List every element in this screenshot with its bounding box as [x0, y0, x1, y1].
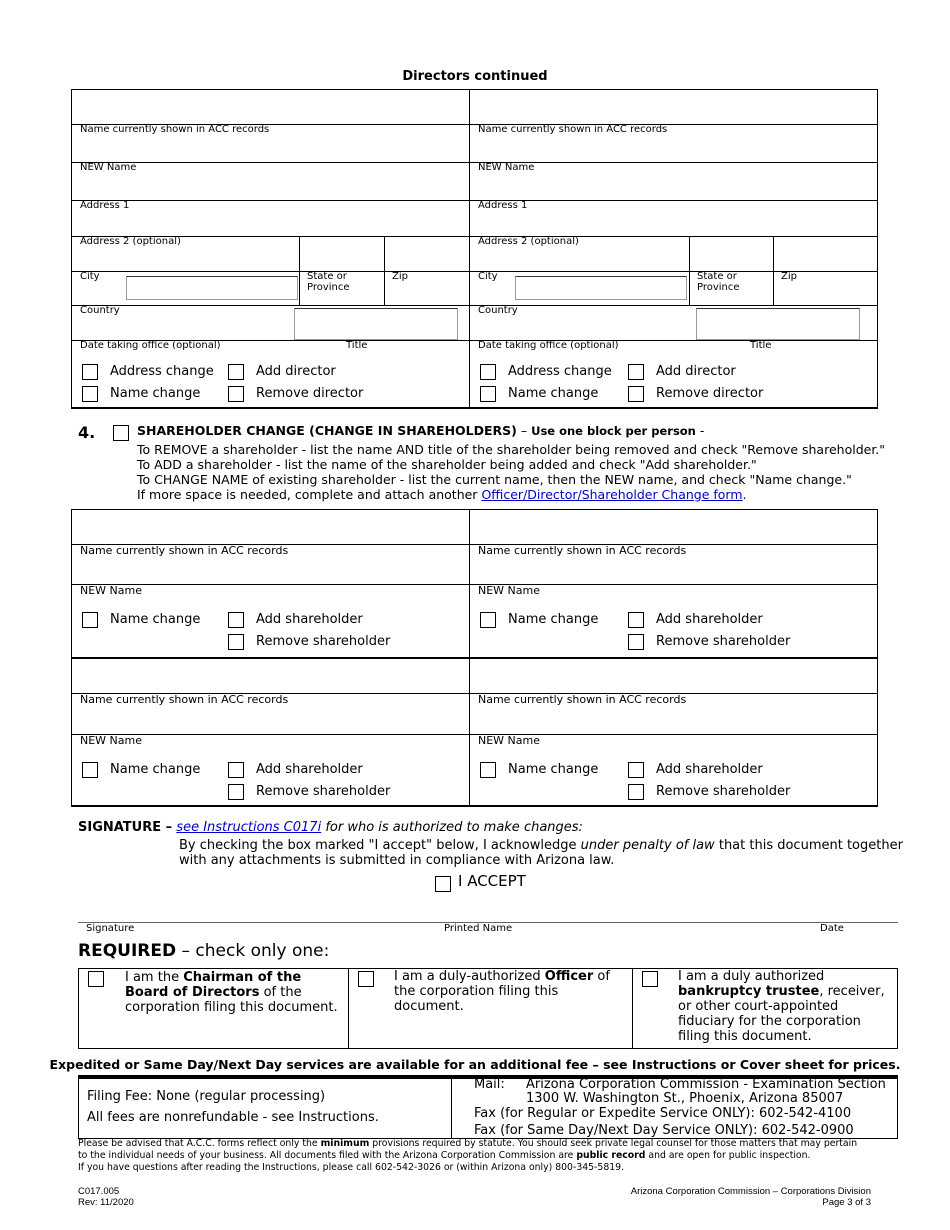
label-zip: Zip — [392, 271, 408, 282]
remove-shareholder-checkbox[interactable] — [628, 634, 644, 650]
instructions-link[interactable]: see Instructions C017i — [176, 820, 322, 835]
shareholder-instructions: To REMOVE a shareholder - list the name AND title of the shareholder being removed and check "Remove shareholder." To ADD a shareholder - list the name of the shareholder being added and check "Add shareholder." To CHANGE NAME of existing shareholder - list the current name, then the NEW name, and check "Name change." If more space is needed, complete and attach another Officer/Director/Shareholder Change form. — [137, 442, 886, 502]
remove-director-label: Remove director — [656, 386, 764, 401]
section-number: 4. — [78, 423, 96, 442]
name-change-label: Name change — [110, 612, 201, 627]
add-shareholder-label: Add shareholder — [256, 762, 363, 777]
officer-option-text: I am a duly-authorized Officer of the corporation filing this document. — [394, 969, 610, 1014]
nonrefundable-note: All fees are nonrefundable - see Instructions. — [87, 1110, 379, 1125]
label-name-current: Name currently shown in ACC records — [80, 124, 270, 135]
label-country: Country — [478, 305, 518, 316]
fax-regular: Fax (for Regular or Expedite Service ONLY): 602-542-4100 — [474, 1106, 852, 1121]
city-field-left[interactable] — [126, 276, 298, 300]
remove-shareholder-checkbox[interactable] — [628, 784, 644, 800]
label-name-current: Name currently shown in ACC records — [478, 124, 668, 135]
officer-checkbox[interactable] — [358, 971, 374, 987]
add-shareholder-label: Add shareholder — [656, 762, 763, 777]
label-state: State or Province — [697, 271, 740, 293]
add-director-label: Add director — [656, 364, 736, 379]
fax-same-day: Fax (for Same Day/Next Day Service ONLY): 602-542-0900 — [474, 1123, 854, 1138]
remove-director-checkbox[interactable] — [628, 386, 644, 402]
name-change-checkbox[interactable] — [480, 386, 496, 402]
chairman-checkbox[interactable] — [88, 971, 104, 987]
i-accept-label: I ACCEPT — [458, 872, 526, 890]
expedited-notice: Expedited or Same Day/Next Day services are available for an additional fee – see Instructions or Cover sheet for prices. — [49, 1057, 901, 1072]
name-change-label: Name change — [508, 762, 599, 777]
add-director-checkbox[interactable] — [628, 364, 644, 380]
address-change-label: Address change — [110, 364, 214, 379]
add-director-label: Add director — [256, 364, 336, 379]
label-new-name: NEW Name — [478, 734, 541, 747]
remove-shareholder-label: Remove shareholder — [656, 634, 791, 649]
form-number: C017.005 Rev: 11/2020 — [78, 1186, 134, 1208]
required-heading: REQUIRED – check only one: — [78, 941, 330, 961]
signature-acknowledgement: By checking the box marked "I accept" below, I acknowledge under penalty of law that this document together with any attachments is submitted in compliance with Arizona law. — [179, 838, 903, 868]
footer-agency: Arizona Corporation Commission – Corporations Division Page 3 of 3 — [630, 1186, 871, 1208]
label-title: Title — [750, 340, 772, 351]
label-name-current: Name currently shown in ACC records — [478, 693, 687, 706]
add-shareholder-checkbox[interactable] — [228, 762, 244, 778]
city-field-right[interactable] — [515, 276, 687, 300]
address-change-checkbox[interactable] — [480, 364, 496, 380]
remove-shareholder-checkbox[interactable] — [228, 634, 244, 650]
printed-name-label: Printed Name — [444, 923, 513, 934]
label-address2: Address 2 (optional) — [80, 236, 181, 247]
label-new-name: NEW Name — [80, 734, 143, 747]
address-change-label: Address change — [508, 364, 612, 379]
label-zip: Zip — [781, 271, 797, 282]
label-new-name: NEW Name — [80, 584, 143, 597]
change-form-link[interactable]: Officer/Director/Shareholder Change form — [481, 487, 743, 502]
mail-label: Mail: — [474, 1077, 505, 1092]
country-field-left[interactable] — [294, 308, 458, 340]
label-address2: Address 2 (optional) — [478, 236, 579, 247]
signature-heading: SIGNATURE – see Instructions C017i for who is authorized to make changes: — [78, 820, 583, 835]
bankruptcy-trustee-checkbox[interactable] — [642, 971, 658, 987]
label-address1: Address 1 — [478, 200, 528, 211]
label-title: Title — [346, 340, 368, 351]
filing-fee: Filing Fee: None (regular processing) — [87, 1089, 326, 1104]
remove-shareholder-label: Remove shareholder — [656, 784, 791, 799]
i-accept-checkbox[interactable] — [435, 876, 451, 892]
name-change-label: Name change — [508, 386, 599, 401]
name-change-label: Name change — [110, 762, 201, 777]
name-change-checkbox[interactable] — [480, 612, 496, 628]
label-address1: Address 1 — [80, 200, 130, 211]
add-shareholder-label: Add shareholder — [656, 612, 763, 627]
address-change-checkbox[interactable] — [82, 364, 98, 380]
label-city: City — [478, 271, 498, 282]
label-date-office: Date taking office (optional) — [80, 340, 221, 351]
mail-line-2: 1300 W. Washington St., Phoenix, Arizona 85007 — [526, 1091, 844, 1106]
name-change-checkbox[interactable] — [480, 762, 496, 778]
name-change-checkbox[interactable] — [82, 762, 98, 778]
remove-shareholder-label: Remove shareholder — [256, 634, 391, 649]
add-shareholder-label: Add shareholder — [256, 612, 363, 627]
add-shareholder-checkbox[interactable] — [628, 762, 644, 778]
name-change-label: Name change — [110, 386, 201, 401]
remove-shareholder-checkbox[interactable] — [228, 784, 244, 800]
remove-director-checkbox[interactable] — [228, 386, 244, 402]
date-label: Date — [820, 923, 844, 934]
label-name-current: Name currently shown in ACC records — [80, 544, 289, 557]
add-shareholder-checkbox[interactable] — [628, 612, 644, 628]
legal-notice: Please be advised that A.C.C. forms reflect only the minimum provisions required by statute. You should seek private legal counsel for those matters that may pertain to the individual needs of your business. All documents filed with the Arizona Corporation Commission are public record and are open for public inspection. If you have questions after reading the Instructions, please call 602-542-3026 or (within Arizona only) 800-345-5819. — [78, 1138, 858, 1173]
label-city: City — [80, 271, 100, 282]
remove-director-label: Remove director — [256, 386, 364, 401]
signature-label: Signature — [86, 923, 135, 934]
remove-shareholder-label: Remove shareholder — [256, 784, 391, 799]
trustee-option-text: I am a duly authorized bankruptcy trustee, receiver, or other court-appointed fiduciary for the corporation filing this document. — [678, 969, 885, 1044]
name-change-checkbox[interactable] — [82, 386, 98, 402]
directors-heading: Directors continued — [402, 69, 548, 84]
shareholder-section-title: SHAREHOLDER CHANGE (CHANGE IN SHAREHOLDERS) – Use one block per person - — [137, 423, 705, 438]
name-change-checkbox[interactable] — [82, 612, 98, 628]
label-date-office: Date taking office (optional) — [478, 340, 619, 351]
add-director-checkbox[interactable] — [228, 364, 244, 380]
name-change-label: Name change — [508, 612, 599, 627]
label-new-name: NEW Name — [478, 584, 541, 597]
mail-line-1: Arizona Corporation Commission - Examination Section — [526, 1077, 886, 1092]
chairman-option-text: I am the Chairman of the Board of Directors of the corporation filing this document. — [125, 970, 338, 1015]
add-shareholder-checkbox[interactable] — [228, 612, 244, 628]
label-new-name: NEW Name — [478, 162, 535, 173]
country-field-right[interactable] — [696, 308, 860, 340]
label-new-name: NEW Name — [80, 162, 137, 173]
directors-table — [71, 89, 878, 409]
label-name-current: Name currently shown in ACC records — [80, 693, 289, 706]
label-name-current: Name currently shown in ACC records — [478, 544, 687, 557]
label-country: Country — [80, 305, 120, 316]
label-state: State or Province — [307, 271, 350, 293]
shareholder-change-checkbox[interactable] — [113, 425, 129, 441]
